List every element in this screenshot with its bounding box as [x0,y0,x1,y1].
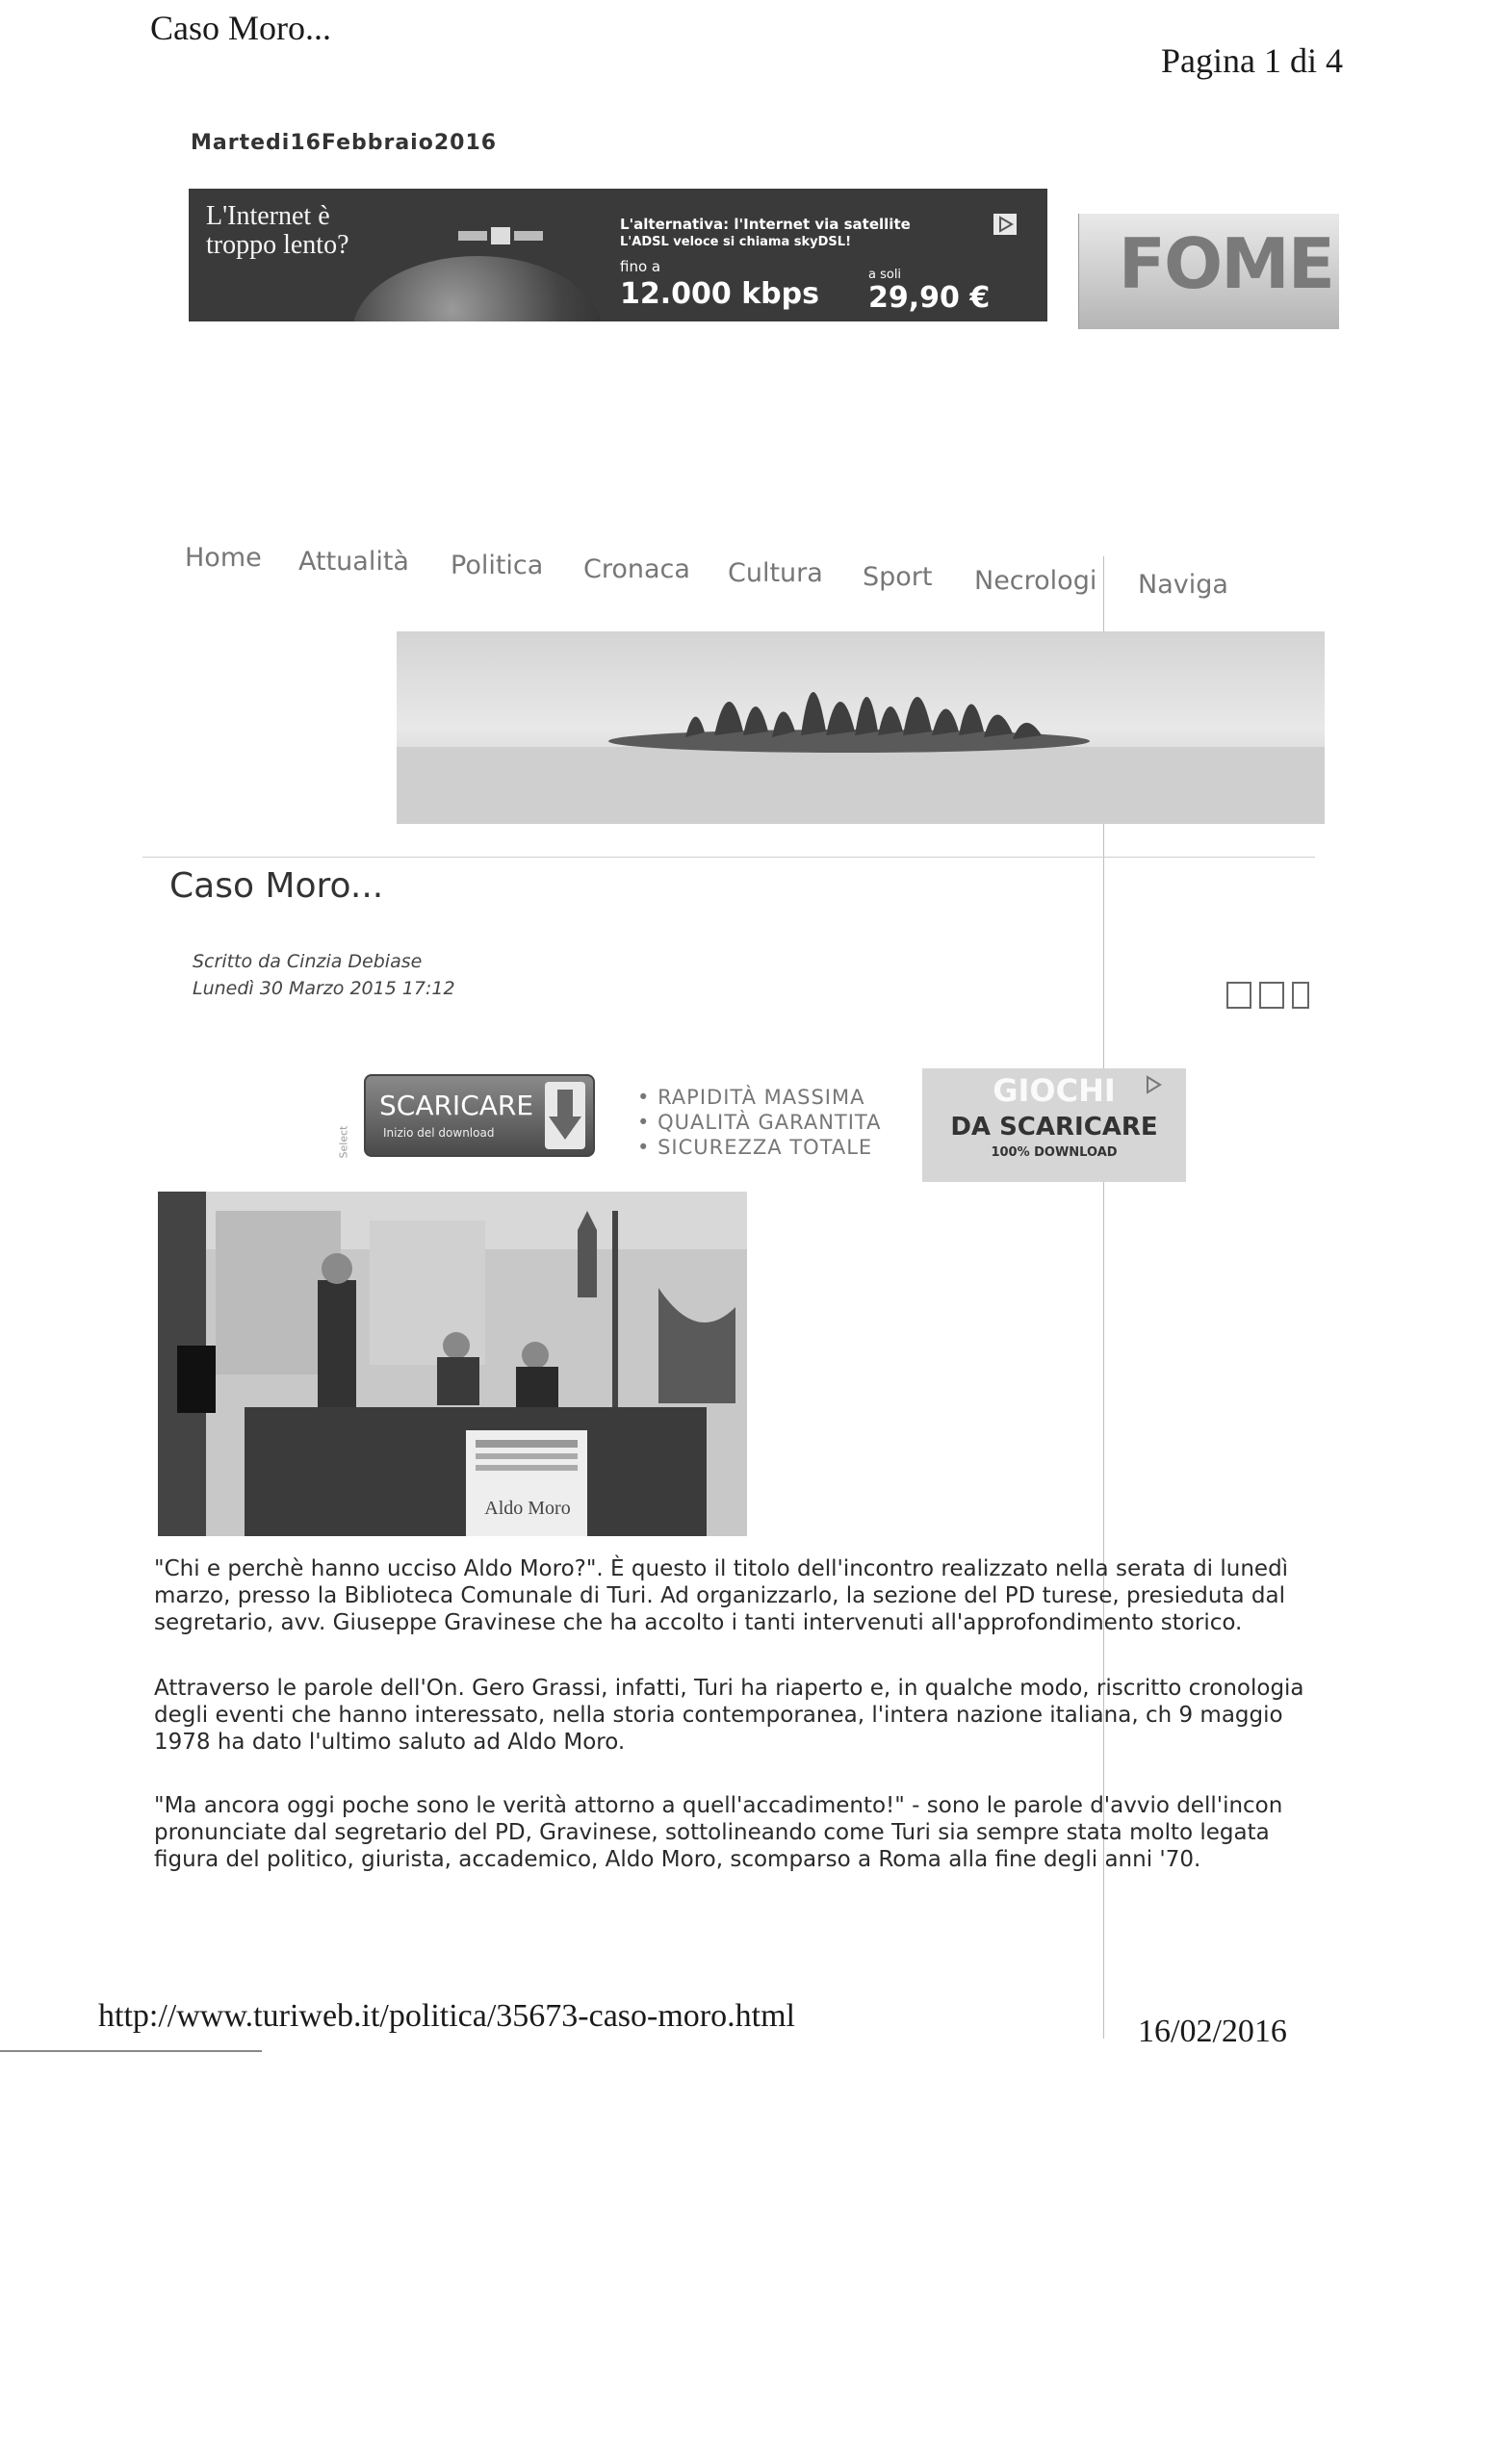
nav-naviga[interactable]: Naviga [1138,570,1228,600]
pdf-icon[interactable] [1226,982,1251,1009]
side-ad[interactable] [1078,214,1339,329]
games-ad[interactable] [922,1068,1186,1182]
nav-politica[interactable]: Politica [451,551,544,580]
email-icon[interactable] [1292,982,1309,1009]
banner-asoli: a soli [868,268,902,282]
nav-necrologi[interactable]: Necrologi [974,566,1097,596]
ad-bullet-2: • QUALITÀ GARANTITA [637,1111,882,1134]
ad-bullet-1: • RAPIDITÀ MASSIMA [637,1086,865,1109]
download-button-sub: Inizio del download [383,1126,495,1140]
ad-bullet-text-1: RAPIDITÀ MASSIMA [658,1086,865,1109]
site-date: Martedi16Febbraio2016 [191,131,498,155]
ad-bullet-3: • SICUREZZA TOTALE [637,1136,873,1159]
ad-choices-icon[interactable] [993,214,1017,235]
internet-banner-ad[interactable] [189,189,1047,321]
banner-headline: L'Internet è troppo lento? [206,201,349,260]
banner-line2: L'ADSL veloce si chiama skyDSL! [620,235,851,249]
ad-bullet-text-2: QUALITÀ GARANTITA [658,1111,882,1134]
banner-line1: L'alternativa: l'Internet via satellite [620,216,911,233]
print-header-title: Caso Moro... [150,9,331,47]
nav-cultura[interactable]: Cultura [728,558,823,588]
ad-bullet-text-3: SICUREZZA TOTALE [658,1136,873,1159]
banner-fino: fino a [620,258,661,275]
print-icon[interactable] [1259,982,1284,1009]
article-photo [158,1192,747,1536]
article-author: Scritto da Cinzia Debiase [193,951,423,972]
games-ad-line1: GIOCHI [993,1072,1116,1109]
side-ad-text: FOME [1118,223,1333,304]
island-header-image [397,631,1325,824]
article-paragraph-1: "Chi e perchè hanno ucciso Aldo Moro?". È questo il titolo dell'incontro realizzato nella serata di lunedì marzo, presso la Biblioteca Comunale di Turi. Ad organizzarlo, la sezione del PD turese, presieduta dal segretario, avv. Giuseppe Gravinese che ha accolto i tanti intervenuti all'approfondimento storico. [154,1556,1289,1635]
ad-choices-icon[interactable] [1142,1074,1165,1095]
banner-price: 29,90 € [868,281,991,315]
ad-side-label: Select [337,1125,350,1159]
print-date: 16/02/2016 [1138,2014,1287,2049]
download-arrow-icon [545,1082,585,1149]
article-paragraph-3: "Ma ancora oggi poche sono le verità attorno a quell'accadimento!" - sono le parole d'avvio dell'incon pronunciate dal segretario del PD, Gravinese, sottolineando come Turi sia sempre stata molto legata figura del politico, giurista, accademico, Aldo Moro, scomparso a Roma alla fine degli anni '70. [154,1793,1283,1872]
banner-speed: 12.000 kbps [620,277,819,311]
nav-sport[interactable]: Sport [863,562,933,592]
article-paragraph-2: Attraverso le parole dell'On. Gero Grassi, infatti, Turi ha riaperto e, in qualche modo, riscritto cronologia degli eventi che hanno interessato, nella storia contemporanea, l'intera nazione italiana, ch 9 maggio 1978 ha dato l'ultimo saluto ad Aldo Moro. [154,1676,1304,1755]
article-date: Lunedì 30 Marzo 2015 17:12 [193,978,455,999]
games-ad-line2: DA SCARICARE [950,1113,1158,1142]
nav-attualita[interactable]: Attualità [298,547,409,577]
article-title: Caso Moro... [169,866,384,906]
satellite-icon [458,218,545,256]
footer-rule [0,2050,262,2052]
download-button-label: SCARICARE [379,1090,534,1121]
games-ad-line3: 100% DOWNLOAD [991,1145,1118,1160]
globe-graphic [352,256,603,321]
nav-cronaca[interactable]: Cronaca [583,554,690,584]
download-button[interactable] [364,1074,595,1157]
print-page-number: Pagina 1 di 4 [1161,41,1343,80]
nav-home[interactable]: Home [185,543,262,573]
title-divider [142,857,1315,858]
photo-banner-text: Aldo Moro [484,1498,571,1519]
print-source-url: http://www.turiweb.it/politica/35673-caso-moro.html [98,1998,795,2034]
